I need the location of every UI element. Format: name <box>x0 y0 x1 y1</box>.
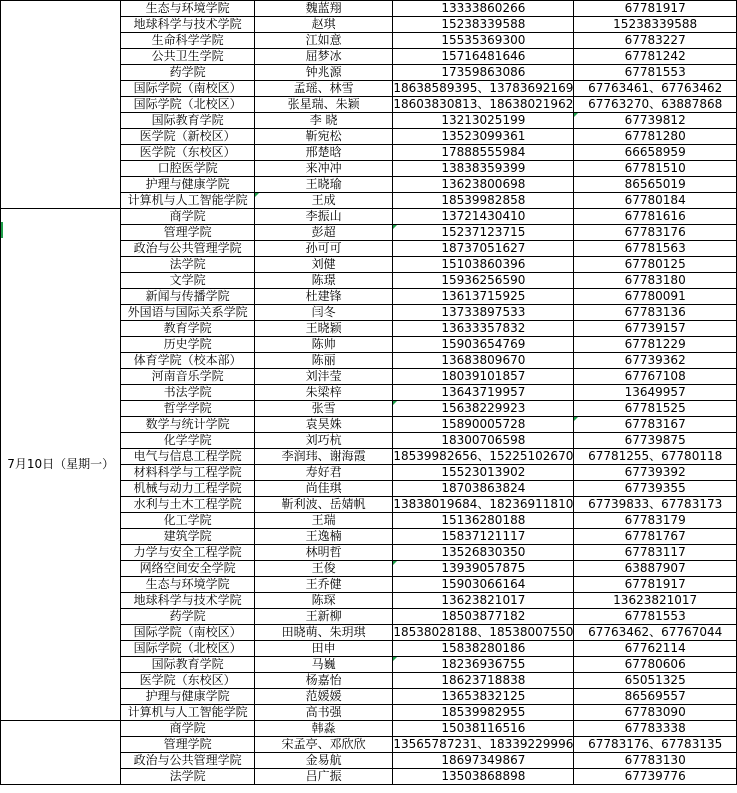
college-cell: 国际教育学院 <box>121 113 254 129</box>
mobile-phone-cell: 15238339588 <box>393 17 574 33</box>
mobile-phone-cell: 17888555984 <box>393 145 574 161</box>
contact-name-cell: 屈梦冰 <box>254 49 392 65</box>
mobile-phone-cell: 13523099361 <box>393 129 574 145</box>
contact-name-cell: 王乔健 <box>254 577 392 593</box>
office-phone-cell: 15238339588 <box>574 17 737 33</box>
college-cell: 药学院 <box>121 609 254 625</box>
office-phone-cell: 67783176、67783135 <box>574 737 737 753</box>
college-cell: 护理与健康学院 <box>121 177 254 193</box>
college-cell: 管理学院 <box>121 737 254 753</box>
college-cell: 力学与安全工程学院 <box>121 545 254 561</box>
mobile-phone-cell: 13838359399 <box>393 161 574 177</box>
mobile-phone-cell: 18503877182 <box>393 609 574 625</box>
office-phone-cell: 67783130 <box>574 753 737 769</box>
college-cell: 生态与环境学院 <box>121 577 254 593</box>
mobile-phone-cell: 18539982858 <box>393 193 574 209</box>
office-phone-cell: 67739875 <box>574 433 737 449</box>
office-phone-cell: 67763462、67767044 <box>574 625 737 641</box>
college-cell: 材料科学与工程学院 <box>121 465 254 481</box>
office-phone-cell: 67781553 <box>574 65 737 81</box>
college-cell: 医学院（东校区） <box>121 145 254 161</box>
contact-name-cell: 韩淼 <box>254 721 392 737</box>
office-phone-cell: 67783117 <box>574 545 737 561</box>
contact-name-cell: 范媛媛 <box>254 689 392 705</box>
date-cell: 7月10日（星期一） <box>1 209 121 721</box>
contact-name-cell: 杨嘉怡 <box>254 673 392 689</box>
office-phone-cell: 67763461、67763462 <box>574 81 737 97</box>
college-cell: 管理学院 <box>121 225 254 241</box>
college-cell: 法学院 <box>121 769 254 785</box>
contact-name-cell: 靳利波、岳婧帆 <box>254 497 392 513</box>
contact-name-cell: 张雪 <box>254 401 392 417</box>
office-phone-cell: 67781563 <box>574 241 737 257</box>
mobile-phone-cell: 15535369300 <box>393 33 574 49</box>
office-phone-cell: 67739833、67783173 <box>574 497 737 513</box>
college-cell: 历史学院 <box>121 337 254 353</box>
mobile-phone-cell: 13623800698 <box>393 177 574 193</box>
contact-name-cell: 田申 <box>254 641 392 657</box>
college-cell: 国际学院（北校区） <box>121 641 254 657</box>
contact-name-cell: 高书强 <box>254 705 392 721</box>
contact-name-cell: 王逸楠 <box>254 529 392 545</box>
mobile-phone-cell: 18300706598 <box>393 433 574 449</box>
mobile-phone-cell: 15103860396 <box>393 257 574 273</box>
contact-name-cell: 孙可可 <box>254 241 392 257</box>
mobile-phone-cell: 13333860266 <box>393 1 574 17</box>
college-cell: 口腔医学院 <box>121 161 254 177</box>
college-cell: 机械与动力工程学院 <box>121 481 254 497</box>
office-phone-cell: 67781917 <box>574 577 737 593</box>
office-phone-cell: 67781510 <box>574 161 737 177</box>
mobile-phone-cell: 18236936755 <box>393 657 574 673</box>
office-phone-cell: 67783136 <box>574 305 737 321</box>
mobile-phone-cell: 13838019684、18236911810 <box>393 497 574 511</box>
office-phone-cell: 65051325 <box>574 673 737 689</box>
contact-name-cell: 钟兆源 <box>254 65 392 81</box>
office-phone-cell: 67780184 <box>574 193 737 209</box>
mobile-phone-cell: 18737051627 <box>393 241 574 257</box>
mobile-phone-cell: 15838280186 <box>393 641 574 657</box>
mobile-phone-cell: 18623718838 <box>393 673 574 689</box>
contact-name-cell: 闫冬 <box>254 305 392 321</box>
office-phone-cell: 67739157 <box>574 321 737 337</box>
office-phone-cell: 67781553 <box>574 609 737 625</box>
office-phone-cell: 67783180 <box>574 273 737 289</box>
college-cell: 国际教育学院 <box>121 657 254 673</box>
contact-name-cell: 陈丽 <box>254 353 392 369</box>
contact-name-cell: 来冲冲 <box>254 161 392 177</box>
college-cell: 文学院 <box>121 273 254 289</box>
office-phone-cell: 67783176 <box>574 225 737 241</box>
college-cell: 生态与环境学院 <box>121 1 254 17</box>
contact-name-cell: 林明哲 <box>254 545 392 561</box>
mobile-phone-cell: 18703863824 <box>393 481 574 497</box>
college-cell: 数学与统计学院 <box>121 417 254 433</box>
college-cell: 国际学院（北校区） <box>121 97 254 113</box>
contact-name-cell: 王成 <box>254 193 392 209</box>
contact-name-cell: 邢楚晗 <box>254 145 392 161</box>
contact-name-cell: 金易航 <box>254 753 392 769</box>
office-phone-cell: 67739812 <box>574 113 737 129</box>
college-cell: 地球科学与技术学院 <box>121 593 254 609</box>
contact-name-cell: 寿好君 <box>254 465 392 481</box>
mobile-phone-cell: 15038116516 <box>393 721 574 737</box>
college-cell: 化工学院 <box>121 513 254 529</box>
contact-name-cell: 刘巧杭 <box>254 433 392 449</box>
college-cell: 计算机与人工智能学院 <box>121 193 254 209</box>
contact-name-cell: 刘沣莹 <box>254 369 392 385</box>
college-cell: 公共卫生学院 <box>121 49 254 65</box>
college-cell: 地球科学与技术学院 <box>121 17 254 33</box>
contact-name-cell: 田晓萌、朱玥琪 <box>254 625 392 641</box>
college-cell: 电气与信息工程学院 <box>121 449 254 465</box>
mobile-phone-cell: 13633357832 <box>393 321 574 337</box>
office-phone-cell: 67763270、63887868 <box>574 97 737 113</box>
office-phone-cell: 67739362 <box>574 353 737 369</box>
office-phone-cell: 67781242 <box>574 49 737 65</box>
mobile-phone-cell: 13503868898 <box>393 769 574 785</box>
mobile-phone-cell: 15903654769 <box>393 337 574 353</box>
college-cell: 医学院（东校区） <box>121 673 254 689</box>
office-phone-cell: 67739776 <box>574 769 737 785</box>
college-cell: 国际学院（南校区） <box>121 81 254 97</box>
office-phone-cell: 13649957 <box>574 385 737 401</box>
contact-name-cell: 吕广振 <box>254 769 392 785</box>
office-phone-cell: 63887907 <box>574 561 737 577</box>
mobile-phone-cell: 15237123715 <box>393 225 574 241</box>
college-cell: 教育学院 <box>121 321 254 337</box>
contact-name-cell: 李振山 <box>254 209 392 225</box>
contact-name-cell: 王俊 <box>254 561 392 577</box>
office-phone-cell: 67780606 <box>574 657 737 673</box>
contact-name-cell: 杜建锋 <box>254 289 392 305</box>
contact-name-cell: 孟瑶、林雪 <box>254 81 392 97</box>
mobile-phone-cell: 13733897533 <box>393 305 574 321</box>
office-phone-cell: 67783227 <box>574 33 737 49</box>
mobile-phone-cell: 18539982955 <box>393 705 574 721</box>
college-cell: 药学院 <box>121 65 254 81</box>
college-cell: 化学学院 <box>121 433 254 449</box>
office-phone-cell: 13623821017 <box>574 593 737 609</box>
office-phone-cell: 67781767 <box>574 529 737 545</box>
office-phone-cell: 86569557 <box>574 689 737 705</box>
college-cell: 法学院 <box>121 257 254 273</box>
contact-name-cell: 魏蓝翔 <box>254 1 392 17</box>
contact-name-cell: 赵琪 <box>254 17 392 33</box>
table-row <box>1 721 737 737</box>
office-phone-cell: 67762114 <box>574 641 737 657</box>
mobile-phone-cell: 15523013902 <box>393 465 574 481</box>
mobile-phone-cell: 15936256590 <box>393 273 574 289</box>
contact-name-cell: 刘健 <box>254 257 392 273</box>
college-cell: 计算机与人工智能学院 <box>121 705 254 721</box>
mobile-phone-cell: 18638589395、13783692169 <box>393 81 574 95</box>
college-cell: 网络空间安全学院 <box>121 561 254 577</box>
college-cell: 书法学院 <box>121 385 254 401</box>
contact-name-cell: 陈帅 <box>254 337 392 353</box>
contact-name-cell: 彭超 <box>254 225 392 241</box>
mobile-phone-cell: 18039101857 <box>393 369 574 385</box>
date-cell <box>1 721 121 785</box>
mobile-phone-cell: 13653832125 <box>393 689 574 705</box>
college-cell: 新闻与传播学院 <box>121 289 254 305</box>
mobile-phone-cell: 13939057875 <box>393 561 574 577</box>
contact-name-cell: 袁昊姝 <box>254 417 392 433</box>
table-row <box>1 209 737 225</box>
college-cell: 国际学院（南校区） <box>121 625 254 641</box>
mobile-phone-cell: 15890005728 <box>393 417 574 433</box>
office-phone-cell: 67781525 <box>574 401 737 417</box>
college-cell: 医学院（新校区） <box>121 129 254 145</box>
mobile-phone-cell: 15716481646 <box>393 49 574 65</box>
college-cell: 哲学学院 <box>121 401 254 417</box>
contact-name-cell: 王新柳 <box>254 609 392 625</box>
office-phone-cell: 67783179 <box>574 513 737 529</box>
college-cell: 政治与公共管理学院 <box>121 241 254 257</box>
table-row <box>1 1 737 17</box>
office-phone-cell: 67780125 <box>574 257 737 273</box>
office-phone-cell: 67781255、67780118 <box>574 449 737 465</box>
contact-name-cell: 靳宛松 <box>254 129 392 145</box>
office-phone-cell: 67781229 <box>574 337 737 353</box>
mobile-phone-cell: 17359863086 <box>393 65 574 81</box>
contact-name-cell: 王晓颖 <box>254 321 392 337</box>
college-cell: 政治与公共管理学院 <box>121 753 254 769</box>
office-phone-cell: 67783167 <box>574 417 737 433</box>
contact-name-cell: 李 晓 <box>254 113 392 129</box>
office-phone-cell: 66658959 <box>574 145 737 161</box>
contact-name-cell: 王晓瑜 <box>254 177 392 193</box>
office-phone-cell: 67739355 <box>574 481 737 497</box>
office-phone-cell: 67783090 <box>574 705 737 721</box>
mobile-phone-cell: 15903066164 <box>393 577 574 593</box>
contact-name-cell: 宋孟亭、邓欣欣 <box>254 737 392 753</box>
college-cell: 河南音乐学院 <box>121 369 254 385</box>
office-phone-cell: 86565019 <box>574 177 737 193</box>
mobile-phone-cell: 15136280188 <box>393 513 574 529</box>
college-cell: 外国语与国际关系学院 <box>121 305 254 321</box>
college-cell: 建筑学院 <box>121 529 254 545</box>
college-cell: 水利与土木工程学院 <box>121 497 254 513</box>
office-phone-cell: 67783338 <box>574 721 737 737</box>
mobile-phone-cell: 18538028188、18538007550 <box>393 625 574 639</box>
mobile-phone-cell: 13213025199 <box>393 113 574 129</box>
mobile-phone-cell: 13623821017 <box>393 593 574 609</box>
mobile-phone-cell: 13565787231、18339229996 <box>393 737 574 751</box>
office-phone-cell: 67767108 <box>574 369 737 385</box>
college-cell: 商学院 <box>121 721 254 737</box>
office-phone-cell: 67781280 <box>574 129 737 145</box>
office-phone-cell: 67739392 <box>574 465 737 481</box>
contact-name-cell: 张星瑞、朱颖 <box>254 97 392 113</box>
college-cell: 生命科学学院 <box>121 33 254 49</box>
mobile-phone-cell: 18603830813、18638021962 <box>393 97 574 111</box>
office-phone-cell: 67781917 <box>574 1 737 17</box>
contact-name-cell: 陈璟 <box>254 273 392 289</box>
contact-name-cell: 马巍 <box>254 657 392 673</box>
college-cell: 体育学院（校本部） <box>121 353 254 369</box>
mobile-phone-cell: 13721430410 <box>393 209 574 225</box>
mobile-phone-cell: 15638229923 <box>393 401 574 417</box>
college-cell: 商学院 <box>121 209 254 225</box>
college-cell: 护理与健康学院 <box>121 689 254 705</box>
mobile-phone-cell: 18539982656、15225102670 <box>393 449 574 463</box>
mobile-phone-cell: 13643719957 <box>393 385 574 401</box>
date-cell <box>1 1 121 209</box>
contact-name-cell: 尚佳琪 <box>254 481 392 497</box>
office-phone-cell: 67780091 <box>574 289 737 305</box>
mobile-phone-cell: 13526830350 <box>393 545 574 561</box>
mobile-phone-cell: 13613715925 <box>393 289 574 305</box>
contact-name-cell: 朱梁梓 <box>254 385 392 401</box>
mobile-phone-cell: 18697349867 <box>393 753 574 769</box>
contact-name-cell: 陈琛 <box>254 593 392 609</box>
mobile-phone-cell: 15837121117 <box>393 529 574 545</box>
mobile-phone-cell: 13683809670 <box>393 353 574 369</box>
contact-name-cell: 李润玮、谢海霞 <box>254 449 392 465</box>
contact-name-cell: 江如意 <box>254 33 392 49</box>
office-phone-cell: 67781616 <box>574 209 737 225</box>
contact-name-cell: 王瑞 <box>254 513 392 529</box>
